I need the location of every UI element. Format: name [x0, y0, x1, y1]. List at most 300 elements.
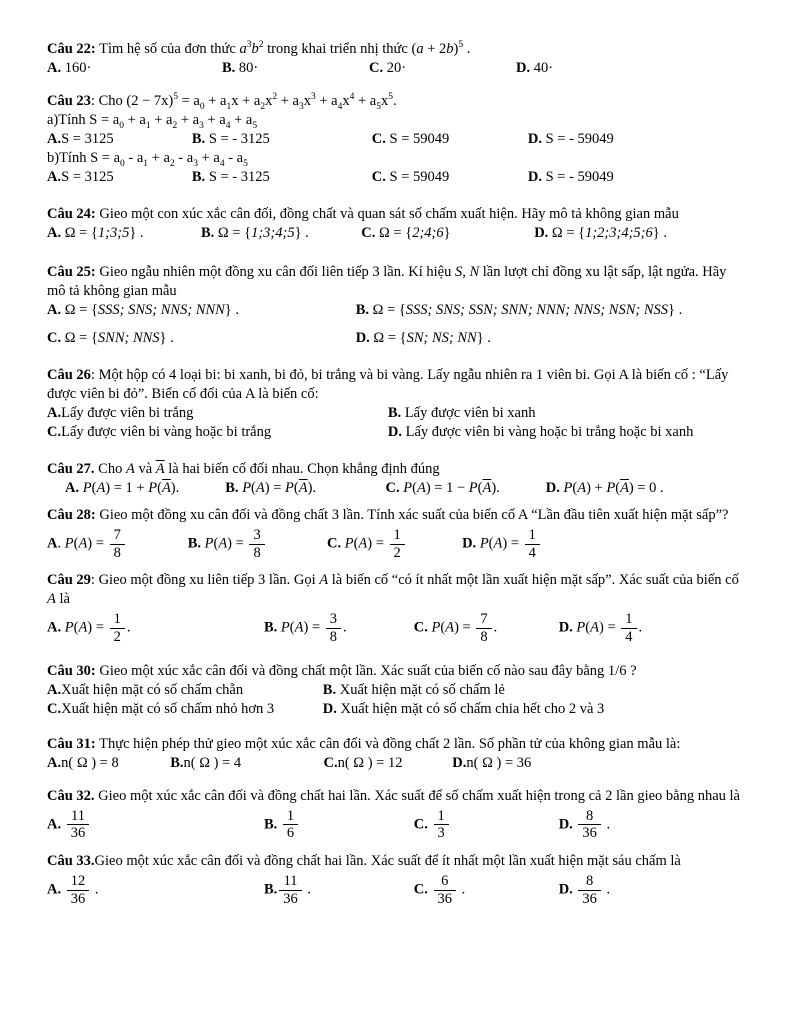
- text-run: S = 3125: [61, 169, 114, 185]
- fraction: [281, 808, 300, 842]
- option-C: [372, 130, 528, 149]
- text-run: (: [572, 480, 578, 496]
- text-run: ,: [462, 264, 470, 280]
- question-30: [47, 662, 747, 719]
- bold-run: A.: [47, 816, 62, 833]
- italic-run: A: [47, 591, 56, 608]
- options-row: [47, 479, 747, 498]
- option-D: [388, 423, 747, 442]
- text-run: + a: [148, 150, 170, 166]
- italic-run: P: [280, 619, 290, 636]
- text-run: Ω = {: [61, 225, 98, 241]
- superscript: 5: [173, 92, 178, 103]
- option-D: [534, 224, 747, 243]
- bold-run: B.: [170, 754, 184, 771]
- italic-run: A: [255, 480, 265, 496]
- text-run: a)Tính S = a: [47, 112, 120, 128]
- text-run: - a: [124, 150, 144, 166]
- text-run: + a: [315, 93, 338, 109]
- text-run: Gieo một con xúc xắc cân đối, đồng chất và quan sát số chấm xuất hiện. Hãy mô tả không gian mẫu: [95, 206, 679, 222]
- text-run: 20·: [383, 60, 407, 76]
- fraction-denominator: 36: [578, 890, 601, 908]
- fraction-denominator: 8: [326, 628, 341, 646]
- text-run: } .: [129, 225, 144, 241]
- subscript: 1: [226, 101, 232, 112]
- bold-run: B.: [264, 619, 278, 636]
- option-C: [414, 806, 559, 844]
- text-run: Lấy được viên bi vàng hoặc bi trắng: [61, 424, 272, 440]
- text-run: Tìm hệ số của đơn thức: [95, 41, 240, 57]
- text-run: Ω = {: [369, 330, 407, 346]
- fraction-numerator: 6: [441, 873, 449, 890]
- bold-run: Câu 33.: [47, 853, 95, 870]
- superscript: 5: [458, 40, 464, 51]
- option-B: [170, 754, 323, 773]
- italic-run: A: [96, 480, 106, 496]
- option-A: [47, 130, 192, 149]
- options-row: [47, 525, 747, 563]
- text-run: là hai biến cố đối nhau. Chọn khẳng định đúng: [164, 461, 440, 477]
- text-run: ) =: [502, 535, 523, 552]
- question-32: [47, 787, 747, 844]
- options-row: [47, 700, 747, 719]
- bold-run: A.: [47, 754, 62, 771]
- text-run: Ω = {: [375, 225, 413, 241]
- text-run: - a: [174, 150, 194, 166]
- text-run: (: [73, 619, 79, 636]
- subscript: 2: [260, 101, 266, 112]
- fraction-denominator: 8: [110, 544, 125, 562]
- text-run: } .: [294, 225, 309, 241]
- fraction-numerator: 1: [286, 807, 295, 824]
- options-row: [47, 329, 747, 348]
- question-text: [47, 787, 747, 806]
- option-C: [361, 224, 534, 243]
- italic-run: P: [479, 535, 489, 552]
- question-text: [47, 662, 747, 681]
- option-B: [388, 404, 747, 423]
- bold-run: A.: [65, 480, 80, 496]
- fraction-numerator: 3: [253, 527, 261, 543]
- italic-run: A: [445, 619, 455, 636]
- text-run: (: [293, 480, 299, 496]
- bold-run: Câu 23: [47, 93, 91, 109]
- text-run: b)Tính S = a: [47, 150, 121, 166]
- italic-run: P: [431, 619, 441, 636]
- question-text: [47, 460, 747, 479]
- question-text: [47, 506, 747, 525]
- option-C: [414, 871, 559, 909]
- text-run: ) = 1 +: [105, 480, 149, 496]
- text-run: x + a: [231, 93, 261, 109]
- option-D: [528, 130, 747, 149]
- italic-run: P: [468, 480, 478, 496]
- fraction-numerator: 1: [113, 611, 121, 628]
- bold-run: A.: [47, 619, 62, 636]
- fraction-numerator: 3: [329, 611, 337, 628]
- bold-run: A.: [47, 225, 62, 241]
- option-D: [559, 806, 747, 844]
- bold-run: C.: [413, 816, 428, 833]
- subscript: 4: [225, 120, 231, 131]
- text-run: .: [458, 881, 466, 898]
- options-row: [47, 224, 747, 243]
- options-row: [47, 301, 747, 320]
- bold-run: Câu 29: [47, 572, 91, 589]
- text-run: lần lượt chỉ đồng xu lật sấp, lật ngửa. Hãy mô tả không gian mẫu: [47, 264, 727, 299]
- text-run: + a: [197, 150, 220, 166]
- question-text: [47, 40, 747, 59]
- bold-run: C.: [371, 131, 386, 147]
- text-run: 80·: [235, 60, 259, 76]
- text-run: Gieo ngẫu nhiên một đồng xu cân đối liên tiếp 3 lần. Kí hiệu: [95, 264, 455, 280]
- option-A: [47, 59, 222, 78]
- text-run: ) = 0 .: [628, 480, 664, 496]
- overline-complement: $\overline{A}$: [482, 480, 492, 496]
- text-run: n( Ω ) = 8: [61, 754, 119, 771]
- bold-run: A: [47, 535, 58, 552]
- superscript: 5: [388, 92, 393, 103]
- fraction-denominator: 4: [525, 544, 540, 562]
- option-C: [47, 423, 388, 442]
- bold-run: Câu 22:: [47, 41, 96, 57]
- text-run: (: [411, 41, 417, 57]
- question-31: [47, 735, 747, 773]
- text-run: .: [126, 619, 131, 636]
- text-run: 40·: [530, 60, 554, 76]
- option-B: [356, 301, 747, 320]
- options-row: [47, 404, 747, 423]
- text-run: } .: [224, 302, 240, 318]
- option-B: [192, 130, 372, 149]
- text-run: Gieo một xúc xắc cân đối và đồng chất một lần. Xác suất của biến cố nào sau đây bằng 1/6 ?: [95, 662, 637, 679]
- text-run: (: [353, 535, 359, 552]
- italic-run: A: [218, 535, 228, 552]
- bold-run: Câu 27.: [47, 461, 95, 477]
- subscript: 1: [145, 120, 151, 131]
- bold-run: B.: [222, 60, 236, 76]
- italic-run: 1;3;5: [97, 225, 130, 241]
- subscript: 0: [119, 120, 124, 131]
- subscript: 4: [219, 158, 225, 169]
- italic-run: S: [454, 264, 463, 280]
- bold-run: A.: [47, 881, 62, 898]
- text-run: Gieo một đồng xu cân đối và đồng chất 3 lần. Tính xác suất của biến cố A “Lần đầu tiên xuất hiện mặt sấp”?: [95, 507, 729, 523]
- text-run: - a: [224, 150, 244, 166]
- question-text: [47, 571, 747, 609]
- text-run: ) = 1 −: [425, 480, 469, 496]
- text-run: .: [602, 816, 611, 833]
- text-run: .: [638, 619, 643, 636]
- bold-run: D.: [534, 225, 549, 241]
- option-A: [47, 871, 264, 909]
- subscript: 3: [193, 158, 198, 169]
- text-run: .: [57, 535, 65, 552]
- italic-run: N: [469, 264, 480, 280]
- text-run: ) =: [87, 535, 108, 552]
- question-33: [47, 852, 747, 909]
- text-run: Gieo một xúc xắc cân đối và đồng chất hai lần. Xác suất để số chấm xuất hiện trong cả 2 lần gieo bằng nhau là: [94, 787, 740, 804]
- fraction-denominator: 36: [67, 824, 90, 842]
- italic-run: P: [344, 535, 354, 552]
- italic-run: A: [78, 619, 88, 636]
- fraction: [65, 808, 92, 842]
- superscript: 2: [272, 92, 278, 103]
- option-A: [47, 806, 264, 844]
- bold-run: D.: [545, 480, 560, 496]
- option-A: [47, 301, 356, 320]
- italic-run: P: [82, 480, 92, 496]
- text-run: + a: [204, 93, 227, 109]
- text-run: (: [213, 535, 219, 552]
- question-27: [47, 460, 747, 498]
- italic-run: 1;2;3;4;5;6: [585, 225, 653, 241]
- bold-run: C.: [47, 330, 62, 346]
- text-run: (: [251, 480, 256, 496]
- option-C: [323, 754, 452, 773]
- fraction-numerator: 11: [283, 873, 298, 890]
- bold-run: Câu 31:: [47, 735, 96, 752]
- fraction-denominator: 36: [67, 890, 90, 908]
- bold-run: B.: [201, 225, 215, 241]
- text-run: .: [392, 93, 397, 109]
- text-run: .: [602, 881, 611, 898]
- text-run: S = - 59049: [541, 169, 614, 185]
- text-run: ).: [170, 480, 180, 496]
- text-run: Xuất hiện mặt có số chấm chẵn: [61, 681, 244, 698]
- italic-run: SSS; SNS; SSN; SNN; NNN; NNS; NSN; NSS: [405, 302, 669, 318]
- fraction: [576, 808, 603, 842]
- subscript: 5: [376, 101, 381, 112]
- overline-complement: $\overline{A}$: [155, 461, 165, 477]
- option-D: [546, 479, 747, 498]
- option-D: [559, 871, 747, 909]
- bold-run: C.: [326, 535, 342, 552]
- bold-run: Câu 30:: [47, 662, 96, 679]
- question-text: [47, 263, 747, 301]
- text-run: ) =: [264, 480, 286, 496]
- fraction-denominator: 8: [249, 544, 264, 562]
- fraction-numerator: 8: [586, 807, 594, 824]
- text-run: ) =: [303, 619, 324, 636]
- italic-run: P: [403, 480, 413, 496]
- italic-run: P: [285, 480, 294, 496]
- bold-run: D.: [452, 754, 467, 771]
- option-A: [47, 681, 323, 700]
- text-run: } .: [159, 330, 174, 346]
- fraction-denominator: 36: [279, 890, 302, 908]
- overline-complement: $\overline{A}$: [620, 480, 629, 496]
- option-C: [414, 609, 559, 647]
- text-run: Ω = {: [214, 225, 252, 241]
- text-run: } .: [652, 225, 667, 241]
- text-run: .: [303, 881, 312, 898]
- question-24: [47, 205, 747, 243]
- text-run: Lấy được viên bi vàng hoặc bi trắng hoặc bi xanh: [402, 424, 694, 440]
- fraction: [108, 527, 127, 561]
- option-D: [559, 609, 747, 647]
- italic-run: A: [416, 480, 426, 496]
- bold-run: Câu 24:: [47, 206, 96, 222]
- option-C: [386, 479, 546, 498]
- italic-run: SSS; SNS; NNS; NNN: [97, 302, 225, 318]
- text-run: .: [343, 619, 347, 636]
- bold-run: C.: [47, 424, 62, 440]
- text-run: + a: [277, 93, 299, 109]
- text-run: Ω = {: [368, 302, 406, 318]
- text-run: (: [157, 480, 162, 496]
- option-A: [47, 525, 188, 563]
- options-row: [47, 130, 747, 149]
- option-A: [47, 609, 264, 647]
- option-B: [264, 609, 414, 647]
- text-run: là biến cố “có ít nhất một lần xuất hiện mặt sấp”. Xác suất của biến cố: [328, 572, 739, 589]
- text-run: (: [412, 480, 417, 496]
- text-run: S = - 3125: [205, 131, 270, 147]
- text-run: S = 59049: [385, 131, 450, 147]
- bold-run: C.: [361, 225, 376, 241]
- text-run: = a: [177, 93, 200, 109]
- option-C: [369, 59, 516, 78]
- bold-run: Câu 26: [47, 367, 91, 383]
- text-run: x: [342, 93, 350, 109]
- bold-run: A.: [47, 302, 62, 318]
- text-run: (: [585, 619, 591, 636]
- fraction-denominator: 36: [578, 824, 601, 842]
- bold-run: B.: [355, 302, 369, 318]
- italic-run: P: [204, 535, 214, 552]
- bold-run: D.: [462, 535, 477, 552]
- italic-run: SN; NS; NN: [406, 330, 477, 346]
- option-B: [201, 224, 361, 243]
- fraction-numerator: 7: [480, 611, 488, 628]
- bold-run: D.: [387, 424, 402, 440]
- text-run: ) =: [454, 619, 475, 636]
- option-C: [327, 525, 462, 563]
- superscript: 3: [246, 40, 252, 51]
- option-C: [372, 168, 528, 187]
- question-29: [47, 571, 747, 647]
- option-D: [323, 700, 747, 719]
- text-run: (: [488, 535, 494, 552]
- options-row: [47, 609, 747, 647]
- option-D: [528, 168, 747, 187]
- option-A: [47, 224, 201, 243]
- text-run: Ω = {: [548, 225, 586, 241]
- fraction: [247, 527, 266, 561]
- text-run: là: [55, 591, 70, 608]
- subscript: 5: [252, 120, 258, 131]
- bold-run: D.: [527, 169, 542, 185]
- bold-run: B.: [191, 131, 206, 147]
- fraction-numerator: 8: [586, 873, 594, 890]
- fraction-denominator: 4: [621, 628, 636, 646]
- text-run: ) =: [598, 619, 620, 636]
- text-run: + a: [123, 112, 146, 128]
- text-run: + a: [230, 112, 253, 128]
- italic-run: A: [358, 535, 368, 552]
- text-run: S = 3125: [61, 131, 114, 147]
- fraction-denominator: 3: [434, 824, 449, 842]
- text-run: + a: [150, 112, 173, 128]
- italic-run: b: [446, 41, 454, 57]
- bold-run: Câu 28:: [47, 507, 96, 523]
- bold-run: C.: [47, 700, 62, 717]
- italic-run: P: [64, 535, 74, 552]
- option-A: [65, 479, 225, 498]
- italic-run: A: [319, 572, 329, 589]
- bold-run: B.: [187, 535, 201, 552]
- italic-run: 2;4;6: [412, 225, 444, 241]
- option-B: [188, 525, 327, 563]
- overline-complement: $\overline{A}$: [161, 480, 171, 496]
- options-row: [47, 59, 747, 78]
- text-run: }: [443, 225, 451, 241]
- text-run: : Gieo một đồng xu liên tiếp 3 lần. Gọi: [90, 572, 320, 589]
- italic-run: A: [590, 619, 599, 636]
- question-text: [47, 111, 747, 130]
- bold-run: C.: [385, 480, 400, 496]
- italic-run: P: [576, 619, 586, 636]
- question-28: [47, 506, 747, 563]
- question-23: [47, 92, 747, 187]
- bold-run: C.: [323, 754, 338, 771]
- question-text: [47, 852, 747, 871]
- option-D: [452, 754, 747, 773]
- text-run: (: [477, 480, 483, 496]
- fraction-numerator: 7: [113, 527, 121, 543]
- text-run: Ω = {: [61, 302, 98, 318]
- text-run: : Cho (2 − 7x): [90, 93, 174, 109]
- italic-run: A: [78, 535, 88, 552]
- text-run: S = - 59049: [541, 131, 614, 147]
- option-D: [356, 329, 747, 348]
- question-text: [47, 92, 747, 111]
- bold-run: D.: [355, 330, 370, 346]
- text-run: ) =: [367, 535, 388, 552]
- text-run: (: [440, 619, 446, 636]
- fraction-numerator: 1: [625, 611, 633, 628]
- bold-run: D.: [558, 881, 573, 898]
- italic-run: a: [239, 41, 247, 57]
- option-B: [222, 59, 369, 78]
- fraction: [619, 611, 638, 645]
- fraction: [523, 527, 542, 561]
- options-row: [47, 423, 747, 442]
- option-C: [47, 700, 323, 719]
- options-row: [47, 681, 747, 700]
- text-run: Xuất hiện mặt có số chấm lẻ: [336, 681, 505, 698]
- text-run: (: [615, 480, 621, 496]
- text-run: ).: [307, 480, 317, 496]
- bold-run: A.: [47, 681, 62, 698]
- text-run: .: [463, 41, 471, 57]
- italic-run: a: [416, 41, 424, 57]
- question-text: [47, 205, 747, 224]
- bold-run: B.: [225, 480, 239, 496]
- option-D: [462, 525, 747, 563]
- text-run: + a: [203, 112, 226, 128]
- bold-run: D.: [322, 700, 337, 717]
- bold-run: B.: [264, 881, 278, 898]
- text-run: ) +: [586, 480, 607, 496]
- subscript: 3: [199, 120, 204, 131]
- text-run: Xuất hiện mặt có số chấm chia hết cho 2 và 3: [336, 700, 605, 717]
- fraction-numerator: 1: [393, 527, 401, 543]
- subscript: 3: [298, 101, 304, 112]
- question-text: [47, 735, 747, 754]
- option-C: [47, 329, 356, 348]
